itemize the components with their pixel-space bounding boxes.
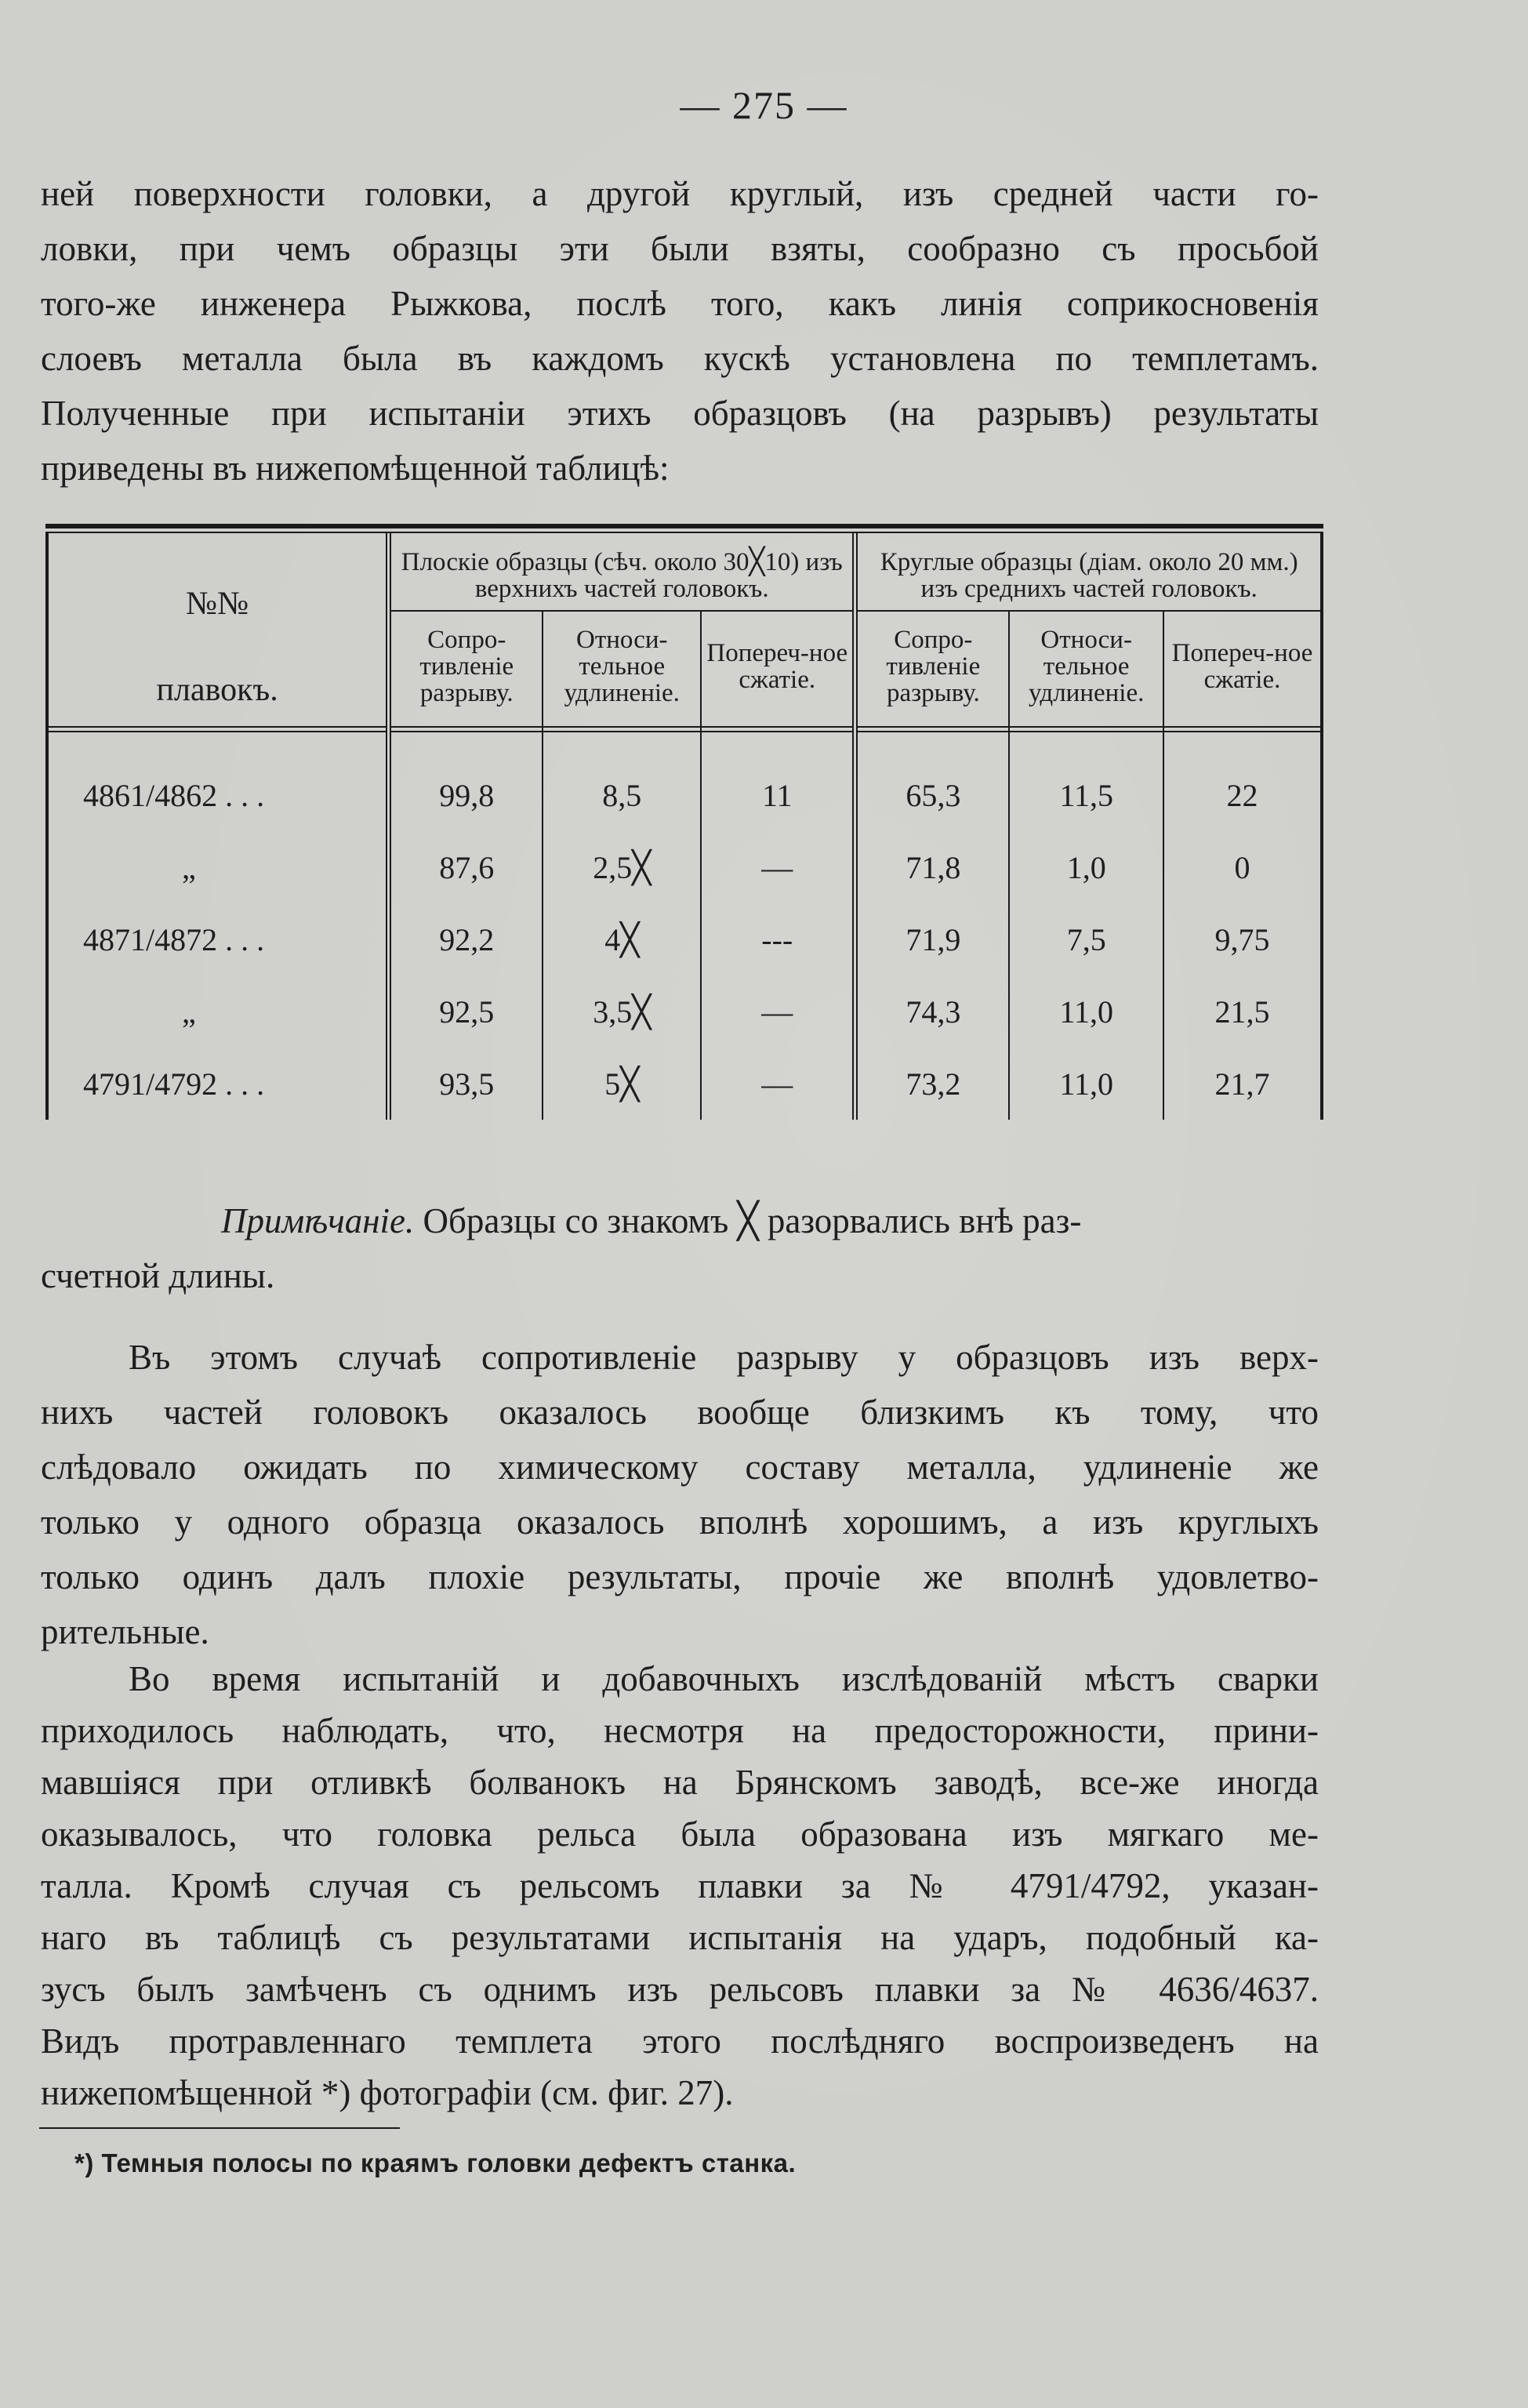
value-cell: 7,5 bbox=[1009, 903, 1163, 975]
table-note bbox=[41, 1193, 1319, 1303]
col-header-elongation-round: Относи-тельное удлиненіе. bbox=[1009, 611, 1163, 721]
intro-paragraph bbox=[41, 166, 1319, 496]
value-cell: 93,5 bbox=[389, 1048, 543, 1120]
table-top-rule bbox=[45, 524, 1323, 528]
text-line: слоевъ металла была въ каждомъ кускѣ установлена по темплетамъ. bbox=[41, 339, 1319, 378]
value-cell: 11,0 bbox=[1009, 975, 1163, 1048]
value-cell: 22 bbox=[1163, 732, 1322, 831]
note-text-continued: счетной длины. bbox=[41, 1256, 275, 1295]
text-line: ловки, при чемъ образцы эти были взяты, сообразно съ просьбой bbox=[41, 229, 1319, 268]
value-cell: 11,5 bbox=[1009, 732, 1163, 831]
value-cell: 8,5 bbox=[543, 732, 701, 831]
value-cell: 87,6 bbox=[389, 831, 543, 903]
col-header-tensile-round: Сопро-тивленіе разрыву. bbox=[855, 611, 1010, 721]
text-line: того-же инженера Рыжкова, послѣ того, какъ линія соприкосновенія bbox=[41, 284, 1319, 323]
text-line: только у одного образца оказалось вполнѣ хорошимъ, а изъ круглыхъ bbox=[41, 1502, 1319, 1542]
results-table bbox=[45, 524, 1323, 1120]
paragraph-3 bbox=[41, 1653, 1319, 2119]
value-cell: 73,2 bbox=[855, 1048, 1010, 1120]
heat-cell: „ bbox=[47, 831, 389, 903]
col-header-tensile-flat: Сопро-тивленіе разрыву. bbox=[389, 611, 543, 721]
value-cell: 2,5╳ bbox=[543, 831, 701, 903]
text-line: рительные. bbox=[41, 1612, 209, 1651]
heat-number-header bbox=[47, 533, 389, 721]
col-header-contraction-round: Попереч-ное сжатіе. bbox=[1163, 611, 1322, 721]
value-cell: 11,0 bbox=[1009, 1048, 1163, 1120]
value-cell: 11 bbox=[701, 732, 855, 831]
paragraph-2 bbox=[41, 1330, 1319, 1659]
group-header-flat: Плоскіе образцы (сѣч. около 30╳10) изъ верхнихъ частей головокъ. bbox=[389, 533, 855, 611]
text-line: только одинъ далъ плохіе результаты, прочіе же вполнѣ удовлетво- bbox=[41, 1557, 1319, 1596]
heat-number-label: №№ bbox=[186, 586, 249, 622]
value-cell: 99,8 bbox=[389, 732, 543, 831]
value-cell: 71,8 bbox=[855, 831, 1010, 903]
value-cell: 3,5╳ bbox=[543, 975, 701, 1048]
value-cell: 65,3 bbox=[855, 732, 1010, 831]
heat-label: плавокъ. bbox=[156, 672, 278, 708]
text-line: нихъ частей головокъ оказалось вообще близкимъ къ тому, что bbox=[41, 1393, 1319, 1432]
value-cell: 0 bbox=[1163, 831, 1322, 903]
value-cell: — bbox=[701, 975, 855, 1048]
table-row bbox=[47, 903, 1322, 975]
table-row bbox=[47, 1048, 1322, 1120]
value-cell: 92,5 bbox=[389, 975, 543, 1048]
text-line: мавшіяся при отливкѣ болванокъ на Брянскомъ заводѣ, все-же иногда bbox=[41, 1763, 1319, 1802]
text-line: Во время испытаній и добавочныхъ изслѣдованій мѣстъ сварки bbox=[129, 1659, 1319, 1698]
value-cell: — bbox=[701, 831, 855, 903]
footnote-rule bbox=[39, 2127, 400, 2129]
text-line: Въ этомъ случаѣ сопротивленіе разрыву у образцовъ изъ верх- bbox=[129, 1338, 1319, 1377]
heat-cell: „ bbox=[47, 975, 389, 1048]
value-cell: 21,5 bbox=[1163, 975, 1322, 1048]
text-line: нижепомѣщенной *) фотографіи (см. фиг. 27). bbox=[41, 2073, 734, 2112]
table-row bbox=[47, 975, 1322, 1048]
text-line: Видъ протравленнаго темплета этого послѣдняго воспроизведенъ на bbox=[41, 2021, 1319, 2061]
value-cell: 21,7 bbox=[1163, 1048, 1322, 1120]
text-line: Полученные при испытаніи этихъ образцовъ (на разрывъ) результаты bbox=[41, 394, 1319, 433]
text-line: наго въ таблицѣ съ результатами испытанія на ударъ, подобный ка- bbox=[41, 1918, 1319, 1957]
col-header-contraction-flat: Попереч-ное сжатіе. bbox=[701, 611, 855, 721]
footnote: *) Темныя полосы по краямъ головки дефектъ станка. bbox=[74, 2148, 797, 2177]
page-number: — 275 — bbox=[680, 83, 848, 127]
value-cell: --- bbox=[701, 903, 855, 975]
value-cell: 4╳ bbox=[543, 903, 701, 975]
text-line: слѣдовало ожидать по химическому составу металла, удлиненіе же bbox=[41, 1447, 1319, 1487]
value-cell: 92,2 bbox=[389, 903, 543, 975]
text-line: ней поверхности головки, а другой круглый, изъ средней части го- bbox=[41, 174, 1319, 213]
value-cell: 71,9 bbox=[855, 903, 1010, 975]
text-line: приведены въ нижепомѣщенной таблицѣ: bbox=[41, 449, 670, 488]
value-cell: 1,0 bbox=[1009, 831, 1163, 903]
note-label: Примѣчаніе. bbox=[221, 1201, 415, 1240]
text-line: талла. Кромѣ случая съ рельсомъ плавки за № 4791/4792, указан- bbox=[41, 1866, 1319, 1905]
table-row bbox=[47, 831, 1322, 903]
note-text: Образцы со знакомъ ╳ разорвались внѣ раз- bbox=[423, 1201, 1082, 1240]
value-cell: 5╳ bbox=[543, 1048, 701, 1120]
group-header-round: Круглые образцы (діам. около 20 мм.) изъ среднихъ частей головокъ. bbox=[855, 533, 1322, 611]
heat-cell: 4791/4792 . . . bbox=[47, 1048, 389, 1120]
col-header-elongation-flat: Относи-тельное удлиненіе. bbox=[543, 611, 701, 721]
value-cell: 9,75 bbox=[1163, 903, 1322, 975]
text-line: зусъ былъ замѣченъ съ однимъ изъ рельсовъ плавки за № 4636/4637. bbox=[41, 1970, 1319, 2009]
text-line: приходилось наблюдать, что, несмотря на предосторожности, прини- bbox=[41, 1711, 1319, 1750]
heat-cell: 4861/4862 . . . bbox=[47, 732, 389, 831]
table-row bbox=[47, 732, 1322, 831]
text-line: оказывалось, что головка рельса была образована изъ мягкаго ме- bbox=[41, 1814, 1319, 1854]
heat-cell: 4871/4872 . . . bbox=[47, 903, 389, 975]
value-cell: 74,3 bbox=[855, 975, 1010, 1048]
value-cell: — bbox=[701, 1048, 855, 1120]
